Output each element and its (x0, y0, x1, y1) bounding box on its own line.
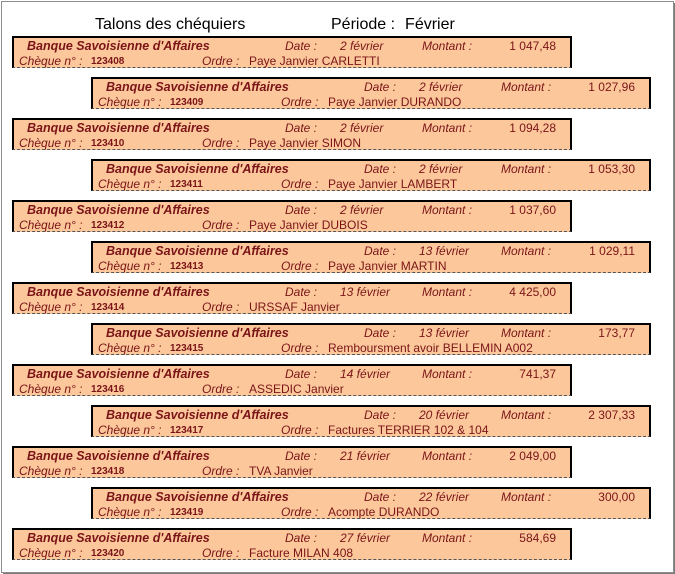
cheque-number-label: Chèque n° : (98, 341, 162, 355)
stub-line-1 (93, 490, 649, 505)
cheque-number-value: 123414 (91, 302, 125, 313)
cheque-stub (12, 446, 572, 478)
amount-label: Montant : (422, 531, 473, 545)
period-block (331, 16, 455, 34)
cheque-stub (12, 364, 572, 396)
cheque-number-value: 123410 (91, 138, 125, 149)
bank-name: Banque Savoisienne d'Affaires (106, 80, 289, 94)
stub-line-1 (93, 326, 649, 341)
order-value: Paye Janvier SIMON (249, 136, 362, 150)
date-value: 13 février (340, 285, 391, 299)
cheque-stub (91, 487, 651, 519)
amount-label: Montant : (501, 244, 552, 258)
stub-line-2 (14, 300, 570, 315)
stub-line-1 (14, 39, 570, 54)
bank-name: Banque Savoisienne d'Affaires (27, 367, 210, 381)
cheque-number-value: 123409 (170, 97, 204, 108)
bank-name: Banque Savoisienne d'Affaires (106, 162, 289, 176)
date-value: 21 février (340, 449, 391, 463)
cheque-stub (12, 528, 572, 560)
amount-value: 1 094,28 (509, 121, 556, 135)
date-value: 27 février (340, 531, 391, 545)
cheque-number-value: 123413 (170, 261, 204, 272)
amount-label: Montant : (422, 121, 473, 135)
period-label: Période : (331, 16, 396, 33)
stub-line-1 (14, 449, 570, 464)
date-label: Date : (285, 367, 318, 381)
stub-line-2 (93, 505, 649, 520)
page-title: Talons des chéquiers (95, 16, 246, 33)
date-value: 20 février (419, 408, 470, 422)
period-value: Février (405, 16, 455, 33)
amount-value: 173,77 (598, 326, 635, 340)
cheque-number-value: 123415 (170, 343, 204, 354)
order-label: Ordre : (281, 423, 319, 437)
cheque-number-label: Chèque n° : (19, 546, 83, 560)
amount-label: Montant : (422, 285, 473, 299)
amount-value: 300,00 (598, 490, 635, 504)
amount-value: 1 037,60 (509, 203, 556, 217)
date-value: 22 février (419, 490, 470, 504)
cheque-number-value: 123412 (91, 220, 125, 231)
order-value: URSSAF Janvier (249, 300, 340, 314)
stub-line-2 (93, 423, 649, 438)
stub-line-2 (93, 341, 649, 356)
bank-name: Banque Savoisienne d'Affaires (106, 490, 289, 504)
order-value: TVA Janvier (249, 464, 313, 478)
order-label: Ordre : (202, 464, 240, 478)
date-value: 14 février (340, 367, 391, 381)
order-label: Ordre : (202, 546, 240, 560)
cheque-number-value: 123411 (170, 179, 203, 190)
stub-line-1 (93, 244, 649, 259)
date-label: Date : (285, 203, 318, 217)
page-header (2, 16, 673, 36)
amount-value: 584,69 (519, 531, 556, 545)
date-label: Date : (364, 244, 397, 258)
order-label: Ordre : (202, 136, 240, 150)
cheque-number-label: Chèque n° : (98, 177, 162, 191)
amount-value: 4 425,00 (509, 285, 556, 299)
cheque-number-label: Chèque n° : (98, 423, 162, 437)
cheque-number-value: 123417 (170, 425, 204, 436)
stub-line-2 (93, 95, 649, 110)
cheque-number-value: 123419 (170, 507, 204, 518)
order-value: Paye Janvier MARTIN (328, 259, 447, 273)
cheque-number-label: Chèque n° : (98, 505, 162, 519)
order-value: Paye Janvier CARLETTI (249, 54, 380, 68)
amount-value: 2 049,00 (509, 449, 556, 463)
amount-value: 1 053,30 (588, 162, 635, 176)
cheque-stub (91, 405, 651, 437)
date-label: Date : (285, 285, 318, 299)
amount-label: Montant : (501, 326, 552, 340)
stub-line-1 (93, 80, 649, 95)
spreadsheet-frame (1, 1, 674, 573)
date-value: 2 février (340, 121, 384, 135)
cheque-number-label: Chèque n° : (19, 218, 83, 232)
amount-label: Montant : (422, 449, 473, 463)
cheque-stub (91, 77, 651, 109)
cheque-stub (91, 241, 651, 273)
amount-value: 1 047,48 (509, 39, 556, 53)
order-label: Ordre : (202, 54, 240, 68)
stub-line-2 (14, 218, 570, 233)
bank-name: Banque Savoisienne d'Affaires (27, 449, 210, 463)
stub-line-2 (14, 464, 570, 479)
order-label: Ordre : (202, 382, 240, 396)
order-value: Factures TERRIER 102 & 104 (328, 423, 489, 437)
cheque-number-label: Chèque n° : (19, 464, 83, 478)
cheque-number-label: Chèque n° : (19, 54, 83, 68)
cheque-stub (12, 118, 572, 150)
bank-name: Banque Savoisienne d'Affaires (27, 121, 210, 135)
stub-line-1 (14, 121, 570, 136)
amount-value: 741,37 (519, 367, 556, 381)
amount-value: 1 029,11 (589, 244, 635, 258)
amount-label: Montant : (501, 490, 552, 504)
order-value: Paye Janvier DUBOIS (249, 218, 368, 232)
bank-name: Banque Savoisienne d'Affaires (106, 244, 289, 258)
stub-line-2 (14, 54, 570, 69)
order-label: Ordre : (202, 218, 240, 232)
date-label: Date : (285, 531, 318, 545)
stub-line-1 (93, 408, 649, 423)
date-label: Date : (364, 162, 397, 176)
bank-name: Banque Savoisienne d'Affaires (27, 39, 210, 53)
order-label: Ordre : (281, 95, 319, 109)
stub-line-1 (14, 285, 570, 300)
cheque-number-label: Chèque n° : (19, 136, 83, 150)
cheque-number-label: Chèque n° : (98, 95, 162, 109)
date-label: Date : (364, 408, 397, 422)
cheque-number-label: Chèque n° : (98, 259, 162, 273)
order-value: Facture MILAN 408 (249, 546, 354, 560)
amount-label: Montant : (501, 408, 552, 422)
amount-value: 2 307,33 (588, 408, 635, 422)
date-value: 2 février (340, 39, 384, 53)
cheque-number-label: Chèque n° : (19, 300, 83, 314)
cheque-number-value: 123420 (91, 548, 125, 559)
order-label: Ordre : (281, 259, 319, 273)
amount-label: Montant : (422, 39, 473, 53)
order-value: Paye Janvier DURANDO (328, 95, 462, 109)
cheque-number-value: 123408 (91, 56, 125, 67)
cheque-stub (12, 200, 572, 232)
amount-label: Montant : (422, 367, 473, 381)
order-value: ASSEDIC Janvier (249, 382, 344, 396)
amount-value: 1 027,96 (588, 80, 635, 94)
bank-name: Banque Savoisienne d'Affaires (106, 408, 289, 422)
date-value: 2 février (419, 162, 463, 176)
date-value: 13 février (419, 244, 470, 258)
date-label: Date : (364, 490, 397, 504)
stub-line-1 (14, 531, 570, 546)
date-value: 2 février (419, 80, 463, 94)
cheque-stub (12, 282, 572, 314)
amount-label: Montant : (501, 162, 552, 176)
order-label: Ordre : (281, 505, 319, 519)
stub-line-2 (14, 136, 570, 151)
cheque-number-value: 123416 (91, 384, 125, 395)
bank-name: Banque Savoisienne d'Affaires (106, 326, 289, 340)
date-label: Date : (364, 80, 397, 94)
order-label: Ordre : (202, 300, 240, 314)
stub-line-2 (14, 546, 570, 561)
amount-label: Montant : (422, 203, 473, 217)
order-label: Ordre : (281, 341, 319, 355)
stub-line-2 (93, 259, 649, 274)
order-label: Ordre : (281, 177, 319, 191)
order-value: Acompte DURANDO (328, 505, 440, 519)
amount-label: Montant : (501, 80, 552, 94)
date-label: Date : (285, 449, 318, 463)
order-value: Paye Janvier LAMBERT (328, 177, 458, 191)
bank-name: Banque Savoisienne d'Affaires (27, 531, 210, 545)
stub-line-1 (14, 367, 570, 382)
bank-name: Banque Savoisienne d'Affaires (27, 285, 210, 299)
stub-line-2 (93, 177, 649, 192)
cheque-number-value: 123418 (91, 466, 125, 477)
order-value: Remboursment avoir BELLEMIN A002 (328, 341, 533, 355)
cheque-stub (12, 36, 572, 68)
date-label: Date : (285, 39, 318, 53)
date-label: Date : (364, 326, 397, 340)
cheque-stub (91, 323, 651, 355)
date-value: 2 février (340, 203, 384, 217)
date-value: 13 février (419, 326, 470, 340)
cheque-stub (91, 159, 651, 191)
stub-line-1 (93, 162, 649, 177)
date-label: Date : (285, 121, 318, 135)
cheque-number-label: Chèque n° : (19, 382, 83, 396)
stub-line-2 (14, 382, 570, 397)
bank-name: Banque Savoisienne d'Affaires (27, 203, 210, 217)
stub-line-1 (14, 203, 570, 218)
